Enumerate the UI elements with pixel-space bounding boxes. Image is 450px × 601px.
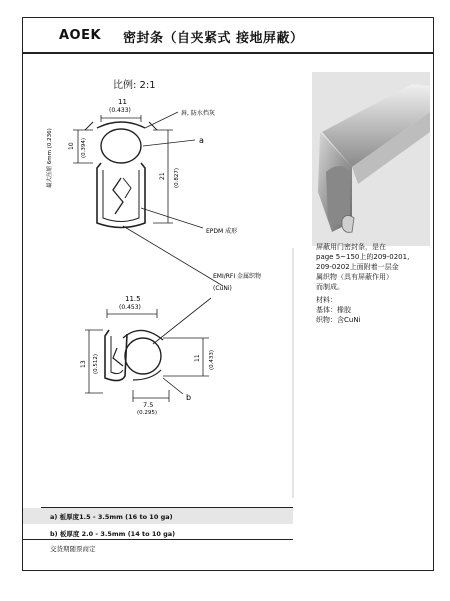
bottom-width-mm: 11.5 [125,295,141,303]
description-line: 属织物（具有屏蔽作用） [316,273,393,281]
materials-base: 基体：橡胶 [316,306,351,314]
dim-10: 10 [68,142,75,150]
option-b: b) 板厚度 2.0 - 3.5mm (14 to 10 ga) [23,526,293,540]
scale-label: 比例: 2:1 [113,80,156,91]
emi-label: EMI/RFI 金属织物 [213,273,262,280]
emi-sub: (CuNi) [213,285,232,292]
dim-13: 13 [80,360,87,368]
dim-10-in: (0.394) [81,137,87,158]
option-a: a) 板厚度1.5 - 3.5mm (16 to 10 ga) [23,508,293,524]
dim-7-5: 7.5 [143,401,154,409]
lip-label: 唇, 防水挡灰 [181,110,215,117]
top-width-in: (0.433) [109,107,131,114]
datasheet-page [22,17,434,571]
description-line: 屏蔽用门密封条，是在 [316,243,386,251]
dim-11: 11 [194,354,201,362]
marker-a: a [199,136,204,145]
product-description [316,242,426,292]
dim-7-5-in: (0.295) [137,410,158,416]
marker-b: b [186,393,192,402]
top-width-mm: 11 [118,98,127,106]
clamp-label: 最大压缩 6mm (0.236) [47,128,53,188]
materials-block [316,295,361,325]
description-line: 209-0202上面附着一层金 [316,263,399,271]
materials-heading: 材料： [316,296,337,304]
epdm-label: EPDM 成形 [206,228,238,235]
dim-21-in: (0.827) [174,167,180,188]
description-line: page 5~150上的209-0201, [316,253,410,261]
materials-fabric: 织物：含CuNi [316,316,361,324]
bottom-width-in: (0.453) [119,304,141,311]
dim-21: 21 [159,172,166,180]
brand-name: AOEK [59,28,102,43]
page-title: 密封条（自夹紧式 接地屏蔽） [123,31,304,46]
dim-13-in: (0.512) [93,353,99,374]
dim-11-in: (0.433) [209,349,215,370]
description-line: 而制成。 [316,283,344,291]
delivery-note: 交货期随票商定 [50,545,96,553]
